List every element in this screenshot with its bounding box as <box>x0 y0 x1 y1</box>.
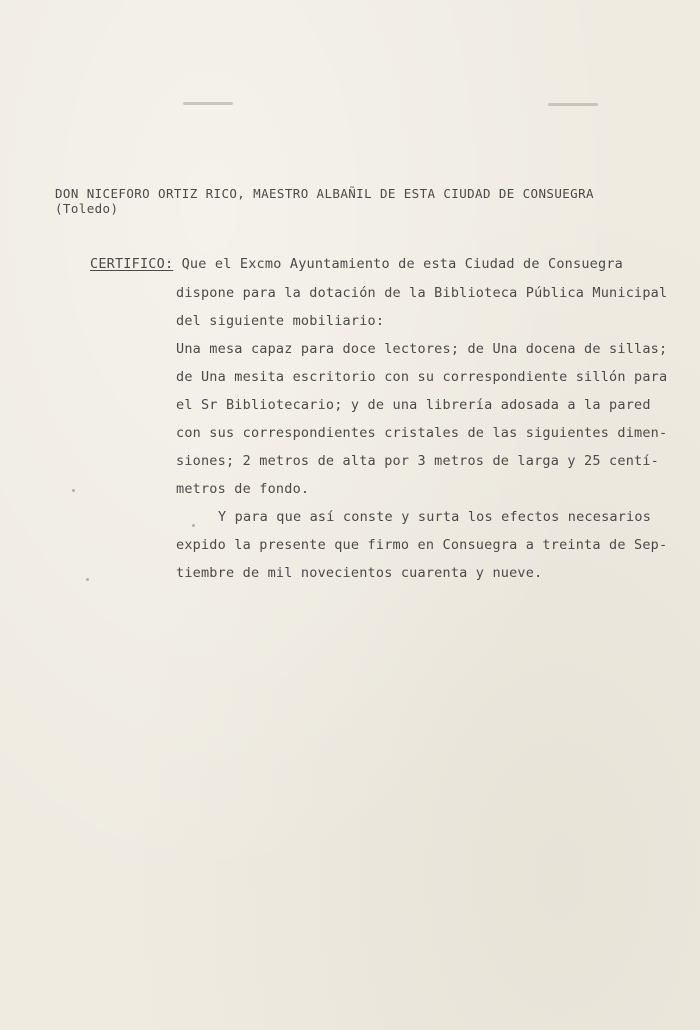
top-right-mark <box>548 103 598 106</box>
body-line-7: con sus correspondientes cristales de las siguientes dimen- <box>176 425 668 441</box>
body-line-2: dispone para la dotación de la Biblioteca Pública Municipal <box>176 285 668 301</box>
body-line-1-text: Que el Excmo Ayuntamiento de esta Ciudad de Consuegra <box>173 256 623 272</box>
closing-line-1: Y para que así conste y surta los efectos necesarios <box>218 509 652 525</box>
top-left-mark <box>183 102 233 105</box>
body-line-9: metros de fondo. <box>176 481 310 497</box>
paper-speck <box>86 578 89 581</box>
body-line-6: el Sr Bibliotecario; y de una librería adosada a la pared <box>176 397 651 413</box>
body-line-3: del siguiente mobiliario: <box>176 313 385 329</box>
paper-speck <box>192 524 195 527</box>
closing-line-3: tiembre de mil novecientos cuarenta y nueve. <box>176 565 543 581</box>
header-line-2: (Toledo) <box>55 201 119 216</box>
header-line-1: DON NICEFORO ORTIZ RICO, MAESTRO ALBAÑIL DE ESTA CIUDAD DE CONSUEGRA <box>55 186 594 201</box>
body-line-4: Una mesa capaz para doce lectores; de Una docena de sillas; <box>176 341 668 357</box>
paper-speck <box>72 489 75 492</box>
closing-line-2: expido la presente que firmo en Consuegra a treinta de Sep- <box>176 537 668 553</box>
body-line-1 <box>90 256 623 272</box>
certifico-label: CERTIFICO: <box>90 256 174 272</box>
body-line-5: de Una mesita escritorio con su correspondiente sillón para <box>176 369 668 385</box>
body-line-8: siones; 2 metros de alta por 3 metros de larga y 25 centí- <box>176 453 660 469</box>
